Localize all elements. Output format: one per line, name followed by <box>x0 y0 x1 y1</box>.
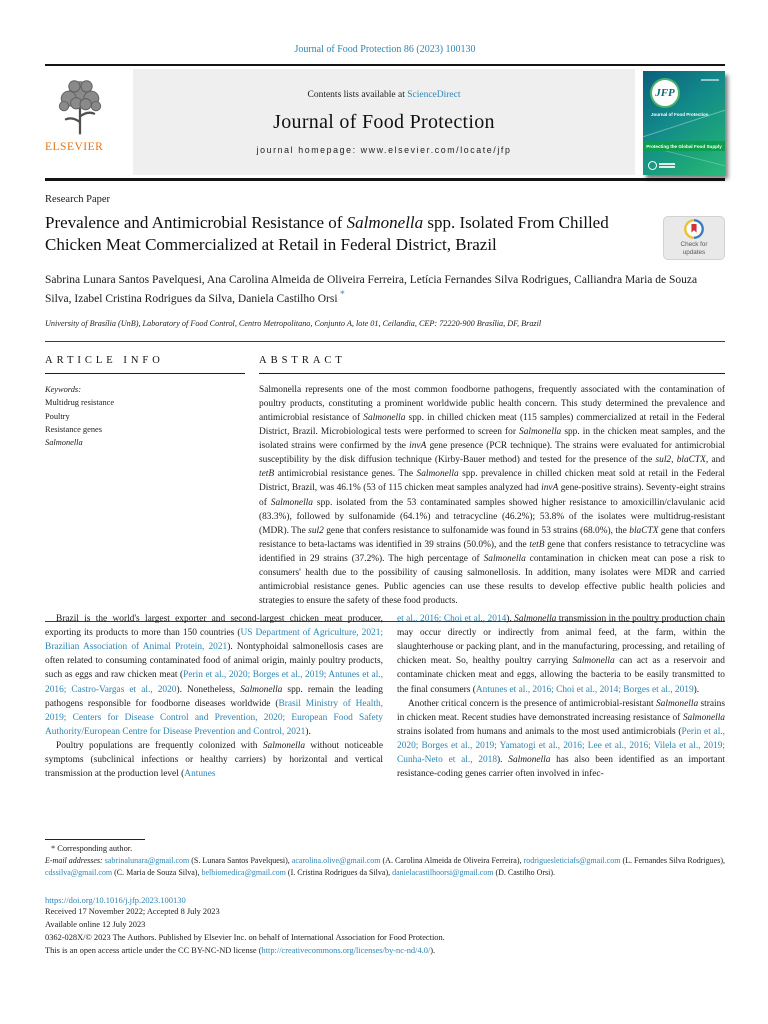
link[interactable]: danielacastilhoorsi@gmail.com <box>392 868 494 877</box>
check-for-updates-label: Check for updates <box>680 241 708 256</box>
crossmark-icon <box>683 218 705 240</box>
journal-title: Journal of Food Protection <box>273 110 495 133</box>
check-for-updates-badge[interactable] <box>663 216 725 260</box>
journal-citation-link[interactable]: Journal of Food Protection 86 (2023) 100130 <box>294 44 476 55</box>
text-segment: Salmonella <box>514 614 557 624</box>
text-segment: spp. prevalence in chilled chicken meat sold at retail in the Federal District, Brazil, was 46.1% (53 of 115 chicken meat samples analyzed had <box>259 469 725 494</box>
link[interactable]: Perin et al., 2020; Borges et al., 2019; Yamatogi et al., 2016; Lee et al., 2016; Vilela et al., 2019; Cunha-Neto et al., 2018 <box>397 726 725 766</box>
text-segment: gene that confers resistance to sulfonamide was found in 53 strains (68.0%), the <box>323 525 630 536</box>
text-segment: Salmonella <box>363 412 406 423</box>
text-segment: Prevalence and Antimicrobial Resistance of <box>45 212 347 232</box>
link[interactable]: * <box>337 289 345 301</box>
text-segment: ). <box>305 726 311 737</box>
article-type-label: Research Paper <box>45 193 111 205</box>
article-body <box>45 612 725 781</box>
text-segment: Contents lists available at <box>307 89 408 100</box>
body-paragraph <box>397 697 725 782</box>
journal-cover-column <box>635 69 725 175</box>
received-dates: Received 17 November 2022; Accepted 8 July 2023 <box>45 907 220 916</box>
keywords-label: Keywords: <box>45 384 81 394</box>
journal-cover-thumbnail[interactable] <box>643 71 725 175</box>
affiliation: University of Brasília (UnB), Laboratory of Food Control, Centro Metropolitano, Conjunto A, lote 01, Ceilandia, CEP: 72220-900 Brasília, DF, Brazil <box>45 318 542 328</box>
iafp-logo <box>648 161 675 170</box>
text-segment: gene that confers resistance to tetracycline was identified in 29 strains (37.2%). The high percentage of <box>259 539 725 564</box>
text-segment: ). <box>430 946 436 956</box>
text-segment: E-mail addresses: <box>45 856 105 865</box>
text-segment: Salmonella <box>262 740 306 751</box>
text-segment: can act as a reservoir and contaminate chicken meat and eggs, allowing the bacteria to be easily transmitted to the final consumers ( <box>397 656 725 695</box>
article-info-heading: ARTICLE INFO <box>45 354 164 366</box>
text-segment: Salmonella <box>270 497 313 508</box>
text-segment: This is an open access article under the CC BY-NC-ND license ( <box>45 946 262 956</box>
footnote-rule <box>45 839 145 840</box>
elsevier-wordmark: ELSEVIER <box>45 141 104 153</box>
text-segment: Salmonella <box>483 553 526 564</box>
text-segment: Salmonella <box>416 469 459 480</box>
author-list <box>45 272 698 308</box>
text-segment: gene presence (PCR technique). The strains were evaluated for antimicrobial susceptibility by the disk diffusion technique (Kirby-Bauer method) and tested for the presence of the <box>259 441 725 466</box>
text-segment: has also been identified as an important resistance-coding genes carrier often involved in infec- <box>397 755 725 780</box>
divider <box>45 64 725 66</box>
text-segment: spp. isolated from the 53 contaminated samples showed higher resistance to amoxicillin/clavulanic acid (83.3%), followed by sulfonamide (64.1%) and tetracycline (46.2%); 53.8% of the isolates were multidrug-resistant (MDR). The <box>259 497 725 536</box>
copyright-line: 0362-028X/© 2023 The Authors. Published by Elsevier Inc. on behalf of International Association for Food Protection. <box>45 933 445 943</box>
text-segment: contamination in chicken meat can pose a risk to consumers' health due to the possibility of causing salmonellosis. In addition, many isolates were MDR and carried antimicrobial resistance genes. Public agencies can use these results to develop effective public health policies and strategies to ensure the safety of these food products. <box>259 553 725 607</box>
keyword-item: Multidrug resistance <box>45 398 115 408</box>
heading-rule <box>259 373 725 374</box>
text-segment: Brazil is the world's largest exporter and second-largest chicken meat producer, exporting its products to more than 150 countries ( <box>45 614 383 639</box>
iafp-text-lines <box>659 163 675 168</box>
text-segment: sul2 <box>655 455 672 466</box>
jfp-logo-icon: JFP <box>650 78 680 108</box>
contents-list-line <box>307 90 460 100</box>
link[interactable]: et al., 2016; Choi et al., 2014 <box>397 614 507 624</box>
page-footer <box>45 839 725 957</box>
body-right-column <box>397 612 725 781</box>
text-segment: Salmonella <box>572 656 615 667</box>
text-segment: Salmonella <box>655 698 699 709</box>
text-segment: sul2 <box>308 525 324 536</box>
text-segment: without noticeable symptoms (subclinical infections or healthy carriers) by horizontal and vertical transmission at the production level ( <box>45 740 383 780</box>
keywords-block <box>45 383 245 450</box>
heading-rule <box>45 373 245 374</box>
doi-link[interactable]: https://doi.org/10.1016/j.jfp.2023.100130 <box>45 895 186 905</box>
text-segment: spp. in chilled chicken meat (115 samples) commercialized at retail in the Federal District, Brazil. Microbiological tests were performed to screen for <box>259 412 725 437</box>
text-segment: Salmonella <box>240 684 283 695</box>
text-segment: Salmonella <box>682 712 725 723</box>
link[interactable]: ScienceDirect <box>407 89 461 100</box>
link[interactable]: Brasil Ministry of Health, 2019; Centers for Disease Control and Prevention, 2020; European Food Safety Authority/European Centre for Disease Prevention and Control, 2021 <box>45 698 383 737</box>
text-segment: (I. Cristina Rodrigues da Silva), <box>285 868 393 877</box>
link[interactable]: US Department of Agriculture, 2021; Brazilian Association of Animal Protein, 2021 <box>45 628 383 653</box>
masthead-center-panel <box>133 69 635 175</box>
text-segment: tetB <box>259 469 275 480</box>
text-segment: Salmonella <box>346 212 424 232</box>
text-segment: Another critical concern is the presence of antimicrobial-resistant <box>408 698 656 709</box>
link[interactable]: cdssilva@gmail.com <box>45 868 113 877</box>
body-paragraph <box>45 612 383 739</box>
text-segment: (A. Carolina Almeida de Oliveira Ferreira), <box>380 856 524 865</box>
text-segment: ). Nonetheless, <box>176 684 241 695</box>
text-segment: (L. Fernandes Silva Rodrigues), <box>620 856 725 865</box>
license-line <box>45 944 725 957</box>
text-segment: invA <box>409 441 427 452</box>
body-paragraph <box>45 739 383 781</box>
text-segment: gene that confers resistance to beta-lactams was identified in 39 strains (50.0%), and the <box>259 525 725 550</box>
divider <box>45 178 725 181</box>
text-segment: gene-positive strains). Seventy-eight strains of <box>259 483 726 508</box>
text-segment: Salmonella represents one of the most common foodborne pathogens, frequently associated with the contamination of poultry products, constituting a prominent worldwide public health concern. This study determined the prevalence and antimicrobial resistance of <box>259 384 725 423</box>
page-header-area <box>45 0 725 622</box>
keyword-item: Poultry <box>45 411 70 421</box>
abstract-text <box>259 383 725 609</box>
article-info-column <box>45 355 245 609</box>
text-segment: blaCTX <box>629 525 659 536</box>
cover-issue-note <box>701 79 719 81</box>
body-left-column <box>45 612 383 781</box>
link[interactable]: sabrinalunara@gmail.com <box>104 856 190 865</box>
keyword-item: Resistance genes <box>45 424 102 434</box>
text-segment: invA <box>541 483 559 494</box>
elsevier-tree-icon <box>51 77 109 139</box>
text-segment: , and <box>705 455 725 466</box>
text-segment: Salmonella <box>508 755 551 766</box>
journal-homepage-link[interactable]: journal homepage: www.elsevier.com/locate/jfp <box>256 144 512 155</box>
text-segment: (S. Lunara Santos Pavelquesi), <box>189 856 292 865</box>
text-segment: spp. in the chicken meat samples, and the isolated strains were confirmed by the <box>259 427 725 452</box>
text-segment: strains in chicken meat. Recent studies have demonstrated increasing resistance of <box>397 698 725 723</box>
text-segment: tetB <box>529 539 545 550</box>
keyword-item: Salmonella <box>45 438 83 448</box>
link[interactable]: belbiomedica@gmail.com <box>201 868 286 877</box>
text-segment: spp. Isolated From Chilled Chicken Meat Commercialized at Retail in Federal District, Brazil <box>45 212 609 254</box>
journal-masthead <box>45 69 725 175</box>
elsevier-logo[interactable] <box>45 69 133 175</box>
text-segment: Sabrina Lunara Santos Pavelquesi, Ana Carolina Almeida de Oliveira Ferreira, Letícia Fernandes Silva Rodrigues, Calliandra Maria de Souza Silva, Izabel Cristina Rodrigues da Silva, Daniela Castilho Orsi <box>45 273 698 305</box>
text-segment: (C. Maria de Souza Silva), <box>112 868 202 877</box>
link[interactable]: Antunes et al., 2016; Choi et al., 2014; Borges et al., 2019 <box>475 684 694 695</box>
text-segment: Salmonella <box>519 427 562 437</box>
cover-journal-name: Journal of Food Protection <box>651 112 709 117</box>
text-segment: Poultry populations are frequently colonized with <box>56 740 263 751</box>
text-segment: ). Nontyphoidal salmonellosis cases are often related to consuming contaminated food of animal origin, mainly poultry products, such as eggs and raw chicken meat ( <box>45 642 383 681</box>
email-addresses <box>45 855 725 879</box>
cover-banner-text: Protecting the Global Food Supply <box>643 141 725 151</box>
link[interactable]: rodriguesleticiafs@gmail.com <box>523 856 621 865</box>
text-segment: transmission in the poultry production chain may occur directly or indirectly from animal feed, at the farm, within the slaughterhouse or packing plant, and in the manufacturing, processing, and retailing of chicken meat. So, healthy poultry carrying <box>397 614 725 667</box>
link[interactable]: Perin et al., 2020; Borges et al., 2019; Antunes et al., 2016; Castro-Vargas et al., 2020 <box>45 670 383 695</box>
article-title <box>45 212 640 256</box>
link[interactable]: Antunes <box>184 769 216 780</box>
body-paragraph <box>397 612 725 697</box>
available-online: Available online 12 July 2023 <box>45 920 146 930</box>
link[interactable]: http://creativecommons.org/licenses/by-nc-nd/4.0/ <box>261 946 431 956</box>
text-segment: blaCTX <box>676 455 706 466</box>
text-segment: , <box>671 455 677 466</box>
text-segment: ). <box>497 755 509 766</box>
text-segment: (D. Castilho Orsi). <box>493 868 556 877</box>
link[interactable]: acarolina.olive@gmail.com <box>291 856 381 865</box>
abstract-heading: ABSTRACT <box>259 354 346 366</box>
iafp-globe-icon <box>648 161 657 170</box>
corresponding-author-note: * Corresponding author. <box>51 844 133 853</box>
text-segment: spp. remain the leading pathogens responsible for foodborne diseases worldwide ( <box>45 684 383 709</box>
text-segment: ). <box>693 684 700 695</box>
text-segment: strains isolated from humans and animals to the most used antimicrobials ( <box>397 726 682 737</box>
text-segment: antimicrobial resistance genes. The <box>274 469 417 480</box>
abstract-column <box>259 355 725 609</box>
text-segment: ). <box>506 614 515 624</box>
